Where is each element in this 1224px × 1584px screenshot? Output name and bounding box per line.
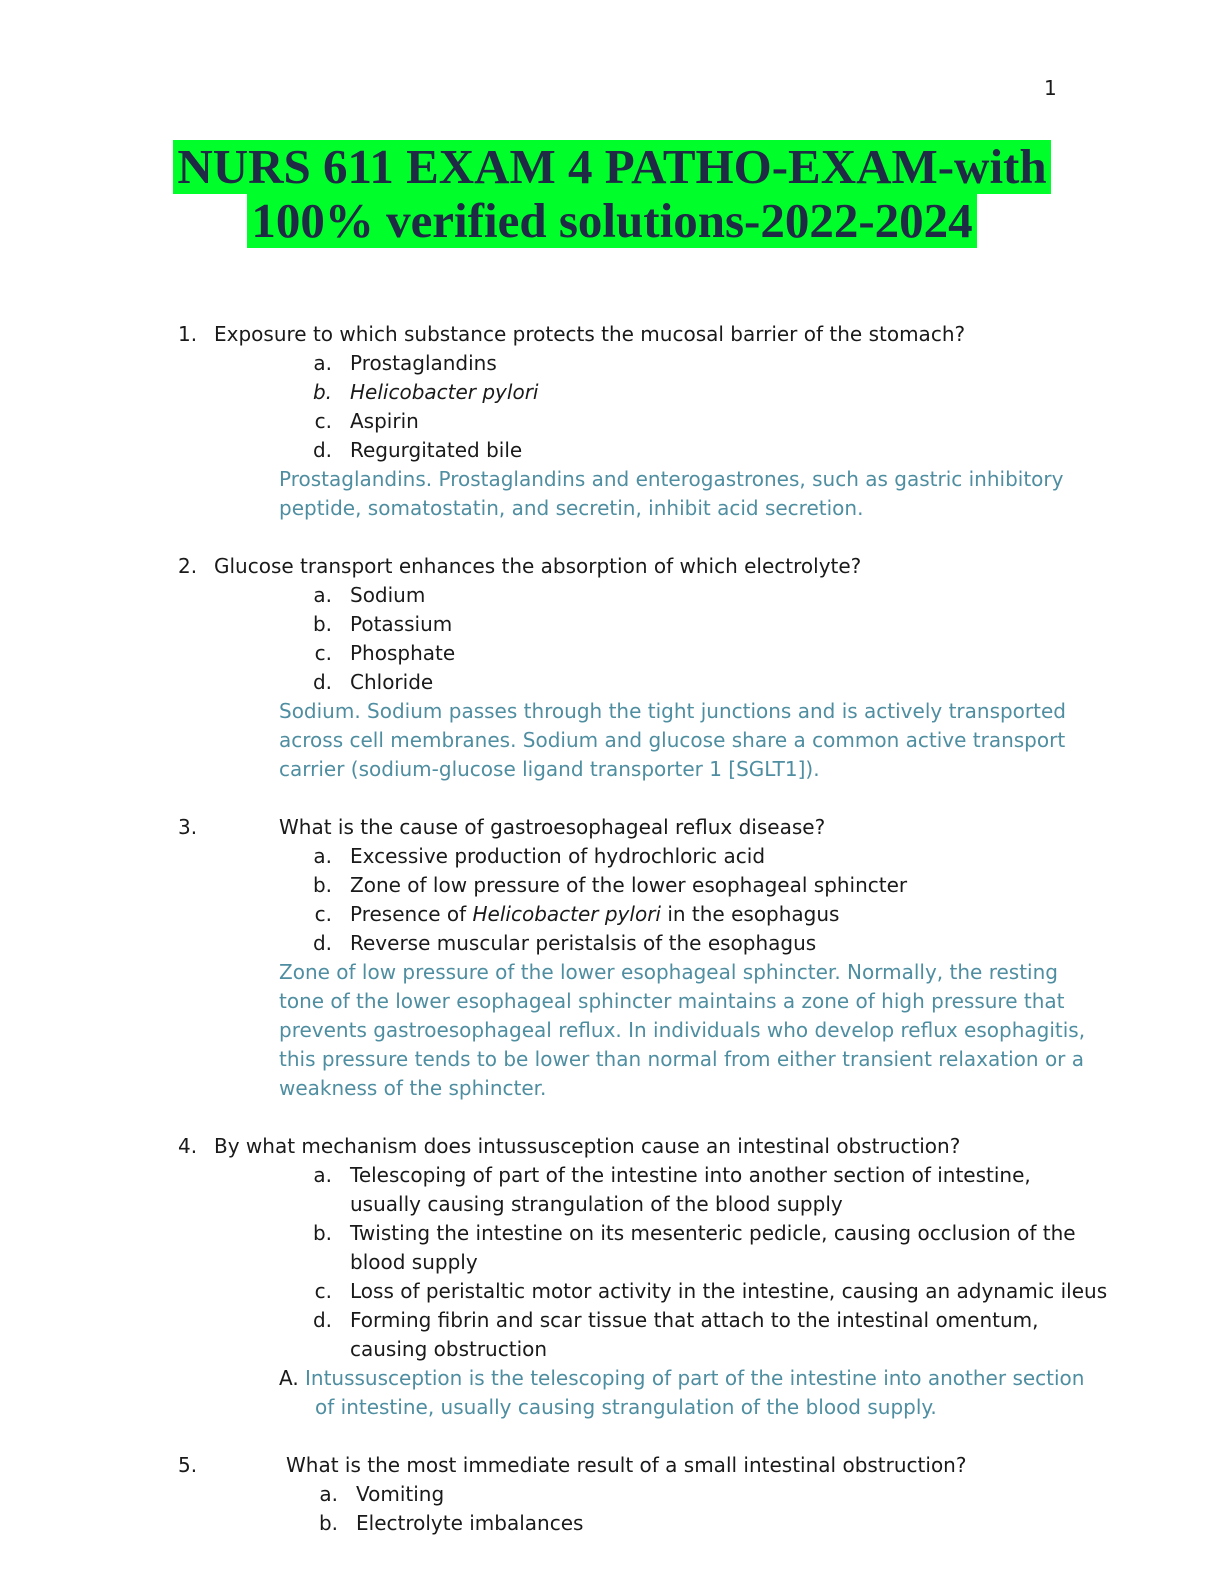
option-letter: b. [312, 1221, 332, 1245]
option-letter: a. [313, 351, 332, 375]
option-text: Electrolyte imbalances [356, 1511, 584, 1535]
option-text: Telescoping of part of the intestine into another section of intestine, [350, 1163, 1031, 1187]
option-text: Chloride [350, 670, 434, 694]
option-text: Potassium [350, 612, 453, 636]
answer-explanation: Sodium. Sodium passes through the tight junctions and is actively transported [279, 699, 1066, 723]
answer-explanation: carrier (sodium-glucose ligand transporter 1 [SGLT1]). [279, 757, 820, 781]
option-letter: b. [312, 612, 332, 636]
question-number: 2. [178, 554, 198, 578]
answer-explanation: tone of the lower esophageal sphincter maintains a zone of high pressure that [279, 989, 1065, 1013]
option-letter: d. [312, 931, 332, 955]
answer-explanation: Zone of low pressure of the lower esophageal sphincter. Normally, the resting [279, 960, 1058, 984]
option-text: Reverse muscular peristalsis of the esophagus [350, 931, 817, 955]
title-line-1: NURS 611 EXAM 4 PATHO-EXAM-with [173, 140, 1050, 194]
question-number: 5. [178, 1453, 198, 1477]
option-letter: a. [313, 583, 332, 607]
answer-explanation: peptide, somatostatin, and secretin, inhibit acid secretion. [279, 496, 864, 520]
option-letter: c. [314, 641, 332, 665]
option-text: Prostaglandins [350, 351, 497, 375]
option-letter: b. [318, 1511, 338, 1535]
answer-prefix: A. [279, 1366, 299, 1390]
option-text: Excessive production of hydrochloric acid [350, 844, 766, 868]
option-letter: c. [314, 1279, 332, 1303]
option-text-continued: blood supply [350, 1250, 478, 1274]
option-letter: a. [319, 1482, 338, 1506]
answer-explanation: Prostaglandins. Prostaglandins and enterogastrones, such as gastric inhibitory [279, 467, 1064, 491]
option-letter: d. [312, 1308, 332, 1332]
option-text: Sodium [350, 583, 426, 607]
question-text: By what mechanism does intussusception cause an intestinal obstruction? [214, 1134, 961, 1158]
option-text: Twisting the intestine on its mesenteric pedicle, causing occlusion of the [350, 1221, 1076, 1245]
option-letter: c. [314, 409, 332, 433]
option-letter: b. [312, 873, 332, 897]
answer-explanation: this pressure tends to be lower than normal from either transient relaxation or a [279, 1047, 1085, 1071]
question-text: Glucose transport enhances the absorption of which electrolyte? [214, 554, 862, 578]
option-text: Helicobacter pylori [350, 380, 539, 404]
option-text: Zone of low pressure of the lower esophageal sphincter [350, 873, 908, 897]
option-text: Vomiting [356, 1482, 445, 1506]
question-number: 4. [178, 1134, 198, 1158]
answer-explanation: prevents gastroesophageal reflux. In individuals who develop reflux esophagitis, [279, 1018, 1086, 1042]
answer-explanation: weakness of the sphincter. [279, 1076, 547, 1100]
title-line-2: 100% verified solutions-2022-2024 [247, 194, 976, 248]
answer-explanation: of intestine, usually causing strangulation of the blood supply. [315, 1395, 937, 1419]
option-letter: b. [312, 380, 332, 404]
option-letter: d. [312, 670, 332, 694]
option-text: Presence of Helicobacter pylori in the esophagus [350, 902, 840, 926]
option-letter: d. [312, 438, 332, 462]
answer-explanation: Intussusception is the telescoping of part of the intestine into another section [305, 1366, 1085, 1390]
question-text: What is the cause of gastroesophageal reflux disease? [279, 815, 826, 839]
question-text: What is the most immediate result of a small intestinal obstruction? [286, 1453, 967, 1477]
page-number: 1 [1044, 76, 1057, 100]
option-letter: a. [313, 844, 332, 868]
document-title [0, 140, 1224, 248]
option-text: Loss of peristaltic motor activity in the intestine, causing an adynamic ileus [350, 1279, 1108, 1303]
answer-explanation: across cell membranes. Sodium and glucose share a common active transport [279, 728, 1066, 752]
option-text: Regurgitated bile [350, 438, 523, 462]
option-text: Forming fibrin and scar tissue that attach to the intestinal omentum, [350, 1308, 1039, 1332]
option-text-continued: causing obstruction [350, 1337, 548, 1361]
question-number: 3. [178, 815, 198, 839]
option-text: Aspirin [350, 409, 419, 433]
question-text: Exposure to which substance protects the mucosal barrier of the stomach? [214, 322, 966, 346]
option-text-continued: usually causing strangulation of the blood supply [350, 1192, 843, 1216]
question-number: 1. [178, 322, 198, 346]
option-letter: c. [314, 902, 332, 926]
option-text: Phosphate [350, 641, 456, 665]
option-letter: a. [313, 1163, 332, 1187]
